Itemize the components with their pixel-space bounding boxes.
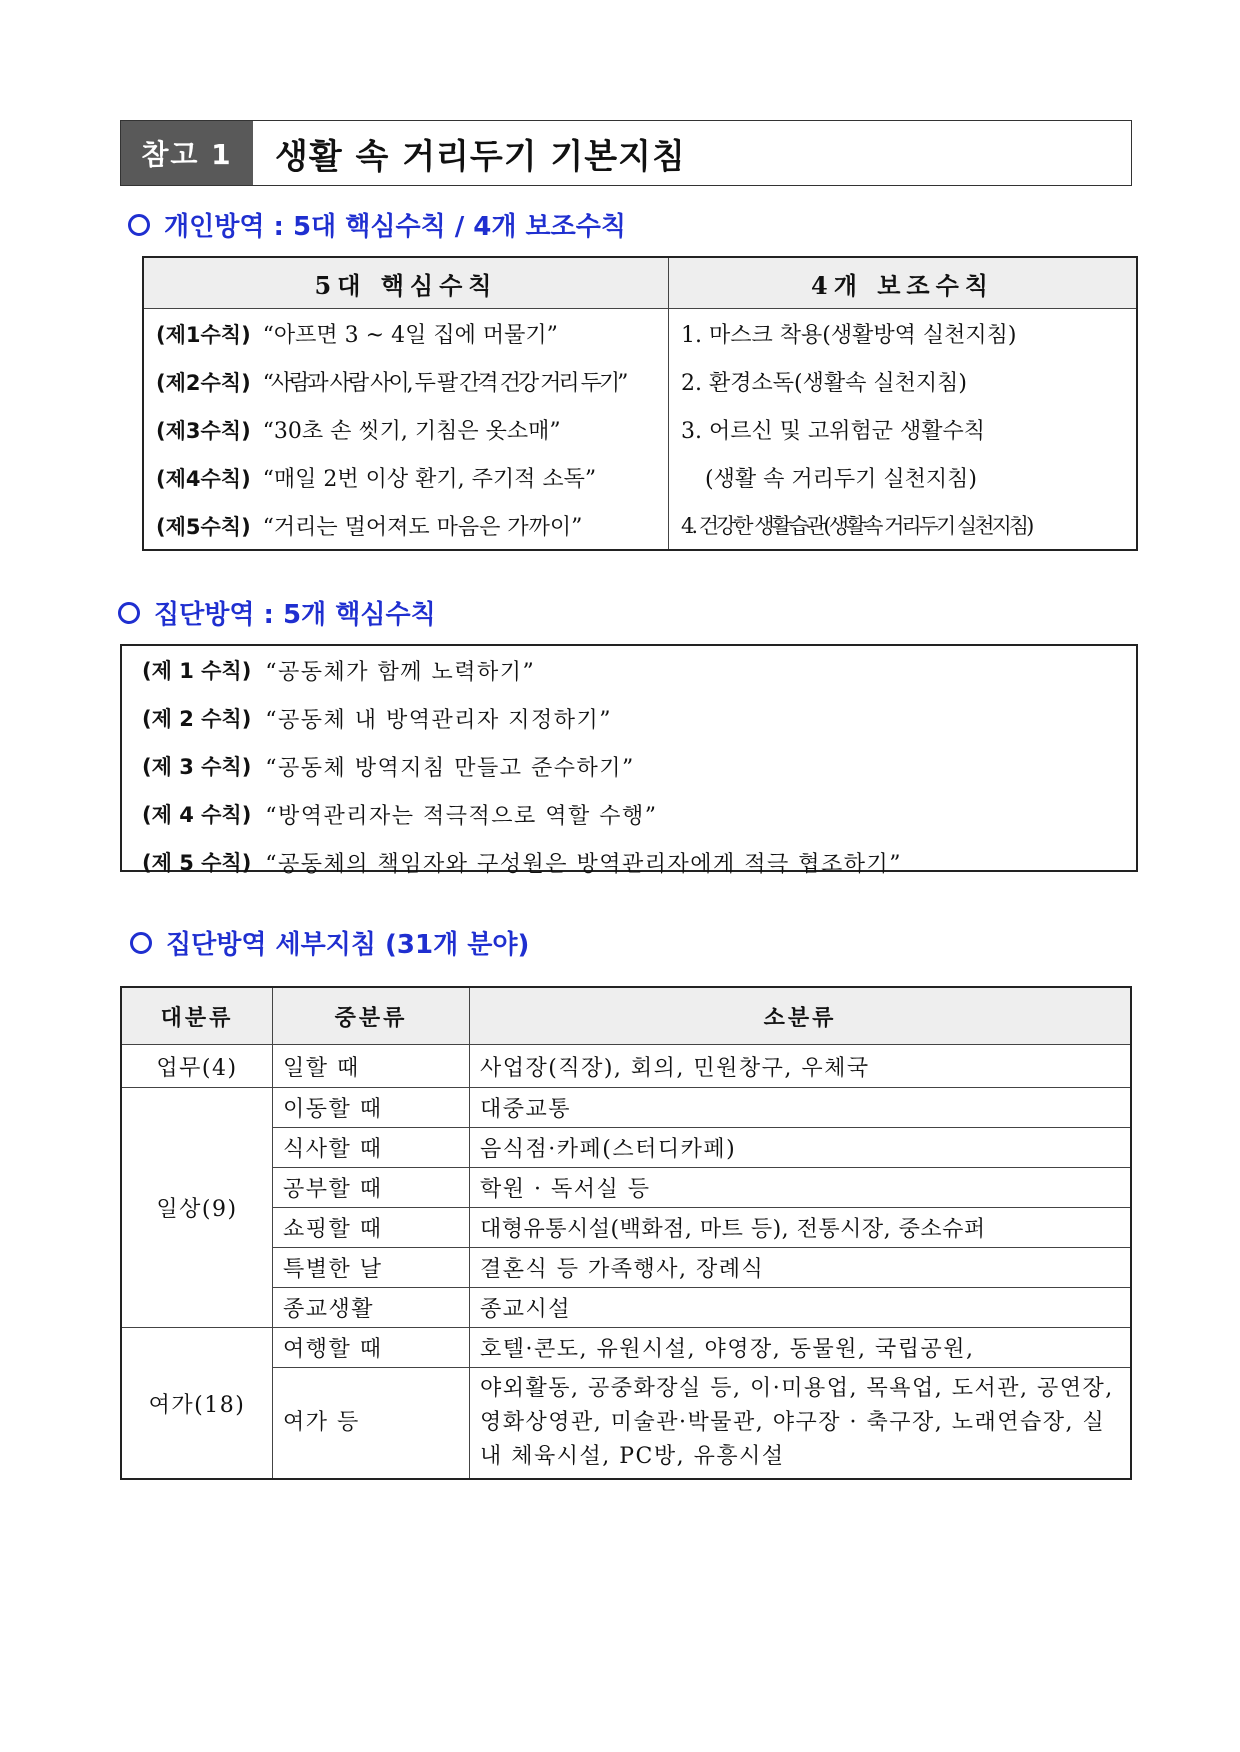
rule-text: “공동체가 함께 노력하기”: [265, 659, 536, 685]
title-tag: 참고 1: [121, 121, 253, 185]
middle-cell: 여가 등: [273, 1368, 470, 1480]
category-leisure: 여가(18): [121, 1328, 273, 1480]
rule-number: (제 1 수칙): [142, 659, 252, 683]
rule-text: “사람과 사람 사이, 두 팔 간격 건강 거리 두기”: [262, 370, 626, 396]
table-row: [121, 1328, 1131, 1368]
header-aux-rules: 4개 보조수칙: [669, 257, 1138, 309]
rule-number: (제 3 수칙): [142, 755, 252, 779]
table-row: [143, 501, 1137, 550]
personal-rules-table: [142, 256, 1138, 551]
section1-heading-text: 개인방역 : 5대 핵심수칙 / 4개 보조수칙: [164, 212, 627, 242]
table-row: [143, 405, 1137, 453]
group-rules-box: [120, 644, 1138, 877]
header-minor: 소분류: [470, 987, 1132, 1045]
core-rule-5: [143, 501, 669, 550]
header-core-rules: 5대 핵심수칙: [143, 257, 669, 309]
middle-cell: 이동할 때: [273, 1088, 470, 1128]
rule-number: (제4수칙): [156, 466, 251, 491]
rule-text: “아프면 3 ~ 4일 집에 머물기”: [262, 322, 558, 348]
circle-bullet-icon: [128, 214, 150, 236]
category-work: 업무(4): [121, 1045, 273, 1088]
minor-cell: 대형유통시설(백화점, 마트 등), 전통시장, 중소슈퍼: [470, 1208, 1132, 1248]
middle-cell: 종교생활: [273, 1288, 470, 1328]
section3-heading: [130, 924, 529, 961]
middle-cell: 공부할 때: [273, 1168, 470, 1208]
core-rule-1: [143, 309, 669, 358]
list-item: [122, 742, 1136, 790]
table-row: [121, 1168, 1131, 1208]
middle-cell: 식사할 때: [273, 1128, 470, 1168]
rule-text: “거리는 멀어져도 마음은 가까이”: [262, 514, 583, 540]
rule-number: (제1수칙): [156, 322, 251, 347]
table-row: [121, 1045, 1131, 1088]
minor-cell: 결혼식 등 가족행사, 장례식: [470, 1248, 1132, 1288]
rule-number: (제3수칙): [156, 418, 251, 443]
table-row: [121, 1128, 1131, 1168]
aux-rule-1: 1. 마스크 착용(생활방역 실천지침): [681, 322, 1017, 348]
section2-heading-text: 집단방역 : 5개 핵심수칙: [154, 600, 436, 630]
circle-bullet-icon: [118, 602, 140, 624]
middle-cell: 여행할 때: [273, 1328, 470, 1368]
minor-cell: 종교시설: [470, 1288, 1132, 1328]
minor-cell: 음식점·카페(스터디카페): [470, 1128, 1132, 1168]
rule-text: “공동체 방역지침 만들고 준수하기”: [265, 755, 635, 781]
aux-rule-3: 3. 어르신 및 고위험군 생활수칙: [681, 418, 985, 444]
detail-guidelines-table: [120, 986, 1132, 1480]
minor-cell: 야외활동, 공중화장실 등, 이·미용업, 목욕업, 도서관, 공연장, 영화상영관, 미술관·박물관, 야구장 · 축구장, 노래연습장, 실내 체육시설, PC방, 유흥시설: [470, 1368, 1132, 1480]
aux-rule-3-note: (생활 속 거리두기 실천지침): [705, 466, 977, 492]
table-row: [143, 357, 1137, 405]
circle-bullet-icon: [130, 932, 152, 954]
aux-rule-4: 4. 건강한 생활습관(생활속 거리두기 실천지침): [681, 514, 1032, 538]
rule-number: (제5수칙): [156, 514, 251, 539]
table-row: [143, 453, 1137, 501]
rule-text: “매일 2번 이상 환기, 주기적 소독”: [262, 466, 597, 492]
core-rule-2: [143, 357, 669, 405]
table-row: [121, 1288, 1131, 1328]
rule-number: (제 5 수칙): [142, 851, 252, 875]
rule-number: (제 2 수칙): [142, 707, 252, 731]
core-rule-4: [143, 453, 669, 501]
table-row: [143, 309, 1137, 358]
minor-cell: 호텔·콘도, 유원시설, 야영장, 동물원, 국립공원,: [470, 1328, 1132, 1368]
rule-number: (제 4 수칙): [142, 803, 252, 827]
section1-heading: [128, 206, 626, 243]
rule-text: “공동체의 책임자와 구성원은 방역관리자에게 적극 협조하기”: [265, 851, 903, 877]
section2-heading: [118, 594, 436, 631]
middle-cell: 특별한 날: [273, 1248, 470, 1288]
aux-rule-2: 2. 환경소독(생활속 실천지침): [681, 370, 967, 396]
rule-text: “30초 손 씻기, 기침은 옷소매”: [262, 418, 561, 444]
category-daily: 일상(9): [121, 1088, 273, 1328]
middle-cell: 쇼핑할 때: [273, 1208, 470, 1248]
table-row: [121, 1368, 1131, 1480]
list-item: [122, 694, 1136, 742]
rule-text: “방역관리자는 적극적으로 역할 수행”: [265, 803, 658, 829]
core-rule-3: [143, 405, 669, 453]
table-row: [121, 1248, 1131, 1288]
minor-cell: 사업장(직장), 회의, 민원창구, 우체국: [470, 1045, 1132, 1088]
table-row: [121, 1208, 1131, 1248]
minor-cell: 대중교통: [470, 1088, 1132, 1128]
section3-heading-text: 집단방역 세부지침 (31개 분야): [166, 930, 530, 960]
list-item: [122, 790, 1136, 838]
title-box: [120, 120, 1132, 186]
rule-number: (제2수칙): [156, 370, 251, 395]
page-title: 생활 속 거리두기 기본지침: [275, 136, 686, 177]
list-item: [122, 838, 1136, 886]
header-major: 대분류: [121, 987, 273, 1045]
minor-cell: 학원 · 독서실 등: [470, 1168, 1132, 1208]
table-row: [121, 1088, 1131, 1128]
header-middle: 중분류: [273, 987, 470, 1045]
list-item: [122, 646, 1136, 694]
rule-text: “공동체 내 방역관리자 지정하기”: [265, 707, 613, 733]
middle-cell: 일할 때: [273, 1045, 470, 1088]
